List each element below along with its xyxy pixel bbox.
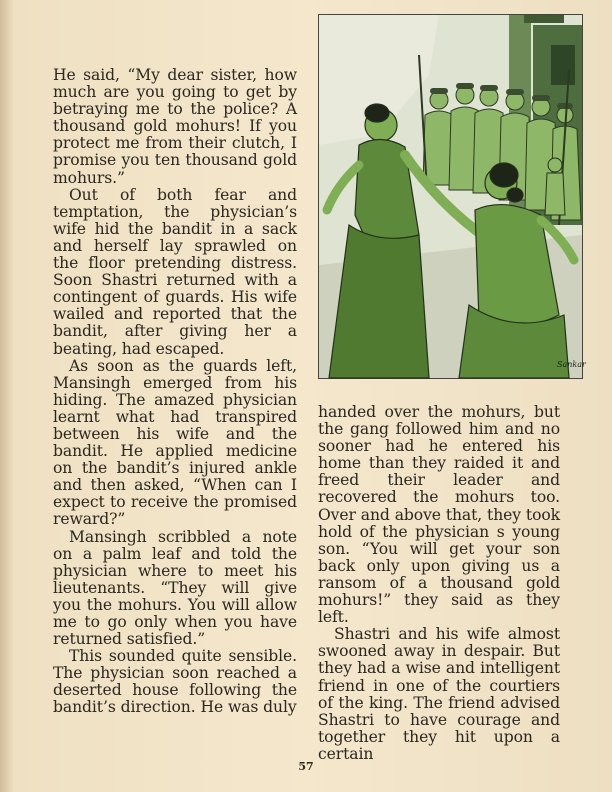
illustration-art (319, 15, 586, 378)
page-edge-shadow (0, 0, 14, 792)
paragraph: As soon as the guards left, Mansingh emerged from his hiding. The amazed physician learnt what had transpired between his wife and the bandit. He applied medicine on the bandit’s injured ankle and then asked, “When can I expect to receive the promised reward?” (53, 356, 297, 529)
story-illustration (318, 14, 586, 379)
left-text-column (53, 67, 297, 717)
paragraph: This sounded quite sensible. The physician soon reached a deserted house following the bandit’s direction. He was duly (53, 647, 297, 717)
paragraph: Mansingh scribbled a note on a palm leaf and told the physician where to meet his lieutenants. “They will give you the mohurs. You will allow me to go only when you have returned satisfied.” (53, 527, 297, 649)
paragraph: Out of both fear and temptation, the physician’s wife hid the bandit in a sack and herself lay sprawled on the floor pretending distress. Soon Shastri returned with a contingent of guards. His wife wailed and reported that the bandit, after giving her a beating, had escaped. (53, 185, 297, 358)
artist-signature: Sankar (557, 360, 586, 369)
page-number: 57 (298, 760, 314, 773)
paragraph: Shastri and his wife almost swooned away in despair. But they had a wise and intelligent friend in one of the courtiers of the king. The friend advised Shastri to have courage and together they hit upon a certain (318, 625, 560, 763)
paragraph: He said, “My dear sister, how much are you going to get by betraying me to the police? A thousand gold mohurs! If you protect me from their clutch, I promise you ten thousand gold mohurs.” (53, 66, 297, 187)
paragraph: handed over the mohurs, but the gang followed him and no sooner had he entered his home than they raided it and freed their leader and recovered the mohurs too. Over and above that, they took hold of the physician s young son. “You will get your son back only upon giving us a ransom of a thousand gold mohurs!” they said as they left. (318, 403, 560, 627)
right-text-column (318, 404, 560, 763)
